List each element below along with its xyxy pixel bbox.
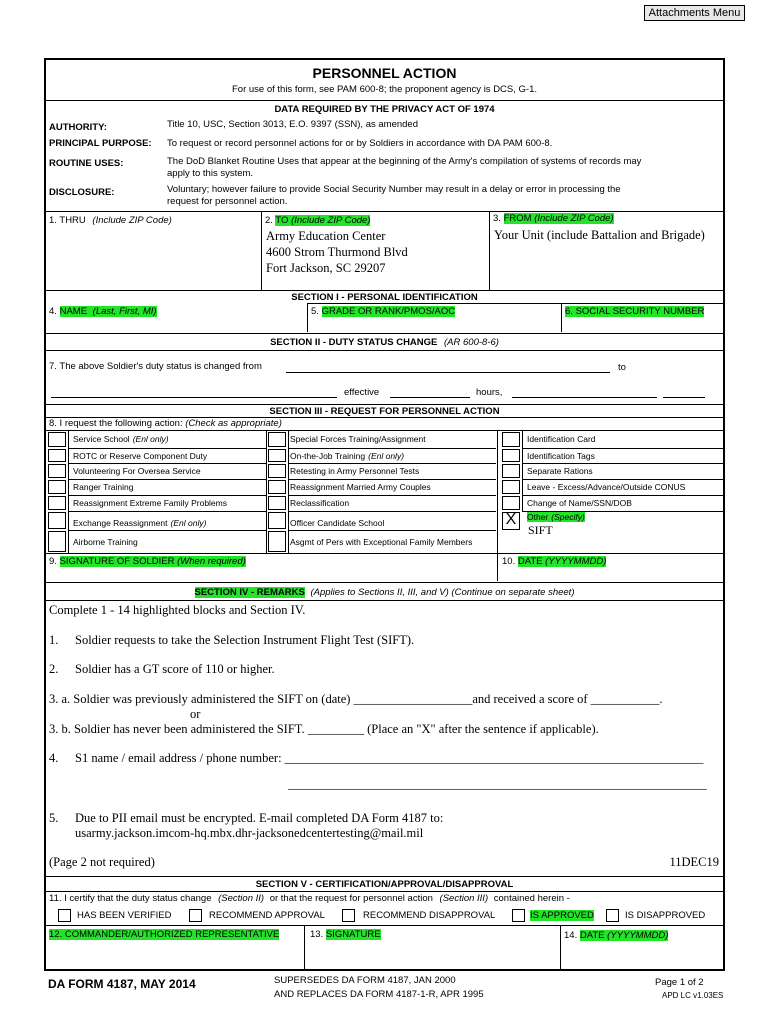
action-checkbox[interactable] bbox=[48, 432, 66, 447]
remark-4-continued: ___________________________________________________________________ bbox=[288, 777, 707, 791]
recommend-disapproval-label: RECOMMEND DISAPPROVAL bbox=[363, 910, 496, 921]
request-line: 8. I request the following action: (Check as appropriate) bbox=[49, 418, 282, 429]
grid-rule bbox=[68, 479, 266, 480]
routine-text-2: apply to this system. bbox=[167, 168, 254, 179]
approved-checkbox[interactable] bbox=[512, 909, 525, 922]
grid-rule bbox=[522, 463, 723, 464]
remark-5-text-1: Due to PII email must be encrypted. E-mail completed DA Form 4187 to: bbox=[75, 811, 444, 825]
authority-label: AUTHORITY: bbox=[49, 122, 107, 133]
approver-signature-label: SIGNATURE bbox=[325, 929, 381, 940]
from-label: FROM bbox=[503, 213, 532, 224]
routine-label: ROUTINE USES: bbox=[49, 158, 124, 169]
soldier-signature-field[interactable]: 9. SIGNATURE OF SOLDIER (When required) bbox=[49, 556, 246, 567]
supersedes-line-2: AND REPLACES DA FORM 4187-1-R, APR 1995 bbox=[274, 989, 484, 1000]
action-label: Retesting in Army Personnel Tests bbox=[290, 466, 420, 476]
grid-rule bbox=[522, 479, 723, 480]
grid-rule bbox=[288, 463, 496, 464]
action-label: Leave - Excess/Advance/Outside CONUS bbox=[527, 482, 686, 492]
approver-date-field[interactable]: 14. DATE (YYYYMMDD) bbox=[564, 930, 669, 941]
thru-hint: (Include ZIP Code) bbox=[92, 215, 172, 226]
other-value[interactable]: SIFT bbox=[528, 523, 553, 537]
duty-status-line: 7. The above Soldier's duty status is changed from bbox=[49, 361, 262, 372]
remark-4-number: 4. bbox=[49, 751, 59, 765]
duty-from-input[interactable] bbox=[286, 372, 610, 373]
recommend-disapproval-checkbox[interactable] bbox=[342, 909, 355, 922]
authority-text: Title 10, USC, Section 3013, E.O. 9397 (SSN), as amended bbox=[167, 119, 418, 130]
grid-rule bbox=[522, 448, 723, 449]
action-checkbox[interactable] bbox=[48, 464, 66, 478]
action-checkbox[interactable] bbox=[48, 496, 66, 510]
form-subtitle: For use of this form, see PAM 600-8; the proponent agency is DCS, G-1. bbox=[231, 84, 538, 95]
name-label: NAME bbox=[59, 306, 88, 317]
action-checkbox[interactable] bbox=[502, 432, 520, 447]
grid-rule bbox=[68, 495, 266, 496]
duty-to-label: to bbox=[618, 362, 626, 373]
hours-input-2[interactable] bbox=[663, 397, 705, 398]
action-checkbox[interactable] bbox=[268, 464, 286, 478]
section-1-heading: SECTION I - PERSONAL IDENTIFICATION bbox=[291, 292, 478, 303]
grid-rule bbox=[288, 511, 496, 512]
action-checkbox[interactable] bbox=[268, 432, 286, 447]
recommend-approval-label: RECOMMEND APPROVAL bbox=[209, 910, 325, 921]
grid-rule bbox=[68, 431, 69, 553]
grade-label: GRADE OR RANK/PMOS/AOC bbox=[321, 306, 456, 317]
grid-rule bbox=[68, 448, 266, 449]
hours-input-1[interactable] bbox=[512, 397, 657, 398]
version-date: 11DEC19 bbox=[669, 855, 719, 869]
grid-rule bbox=[266, 431, 267, 553]
action-checkbox[interactable] bbox=[268, 512, 286, 529]
commander-field[interactable]: 12. COMMANDER/AUTHORIZED REPRESENTATIVE bbox=[49, 929, 280, 940]
action-label: Reclassification bbox=[290, 498, 350, 508]
action-checkbox[interactable] bbox=[268, 531, 286, 552]
action-label: Officer Candidate School bbox=[290, 518, 385, 528]
action-checkbox[interactable] bbox=[48, 449, 66, 462]
grid-rule bbox=[68, 463, 266, 464]
duty-to-input[interactable] bbox=[51, 397, 337, 398]
remark-2-text: Soldier has a GT score of 110 or higher. bbox=[75, 662, 275, 676]
thru-field[interactable] bbox=[49, 215, 172, 226]
certify-line: 11. I certify that the duty status change (Section II) or that the request for personnel action (Section III) contained herein - bbox=[49, 893, 570, 904]
name-field[interactable]: 4. NAME (Last, First, MI) bbox=[49, 306, 157, 317]
remark-2-number: 2. bbox=[49, 662, 59, 676]
grid-rule bbox=[68, 511, 266, 512]
grid-rule bbox=[288, 431, 289, 553]
effective-label: effective bbox=[344, 387, 380, 398]
grid-rule bbox=[288, 479, 496, 480]
section-4-heading: SECTION IV - REMARKS (Applies to Sections II, III, and V) (Continue on separate sheet) bbox=[194, 587, 575, 598]
ssn-label: SOCIAL SECURITY NUMBER bbox=[575, 306, 705, 317]
action-label: Separate Rations bbox=[527, 466, 593, 476]
software-version: APD LC v1.03ES bbox=[662, 991, 724, 1000]
grid-rule bbox=[497, 431, 498, 553]
attachments-menu-button[interactable]: Attachments Menu bbox=[644, 5, 745, 21]
action-checkbox[interactable] bbox=[502, 449, 520, 462]
soldier-date-field[interactable]: 10. DATE (YYYYMMDD) bbox=[502, 556, 607, 567]
action-label: Service School (Enl only) bbox=[73, 434, 169, 444]
action-checkbox[interactable] bbox=[502, 496, 520, 510]
grid-rule bbox=[288, 530, 496, 531]
action-checkbox[interactable] bbox=[48, 531, 66, 552]
purpose-label: PRINCIPAL PURPOSE: bbox=[49, 138, 152, 149]
action-label: On-the-Job Training (Enl only) bbox=[290, 451, 405, 461]
grade-field[interactable]: 5. GRADE OR RANK/PMOS/AOC bbox=[311, 306, 456, 317]
from-hint: (Include ZIP Code) bbox=[534, 213, 614, 224]
action-label: Change of Name/SSN/DOB bbox=[527, 498, 632, 508]
page-title: PERSONNEL ACTION bbox=[312, 65, 457, 81]
action-checkbox[interactable] bbox=[502, 464, 520, 478]
approver-date-label: DATE bbox=[579, 930, 605, 941]
remarks-area[interactable] bbox=[49, 603, 719, 873]
to-address[interactable] bbox=[266, 228, 408, 276]
from-field-label: 3. FROM (Include ZIP Code) bbox=[493, 213, 614, 224]
action-label: Exchange Reassignment (Enl only) bbox=[73, 518, 207, 528]
action-checkbox[interactable] bbox=[48, 512, 66, 529]
disapproved-checkbox[interactable] bbox=[606, 909, 619, 922]
commander-label: COMMANDER/AUTHORIZED REPRESENTATIVE bbox=[64, 929, 280, 940]
supersedes-line-1: SUPERSEDES DA FORM 4187, JAN 2000 bbox=[274, 975, 456, 986]
from-address[interactable]: Your Unit (include Battalion and Brigade) bbox=[494, 228, 705, 242]
ssn-field[interactable]: 6. SOCIAL SECURITY NUMBER bbox=[565, 306, 705, 317]
action-label: Ranger Training bbox=[73, 482, 134, 492]
page-2-note: (Page 2 not required) bbox=[49, 855, 155, 869]
action-checkbox[interactable] bbox=[48, 480, 66, 494]
grid-rule bbox=[288, 448, 496, 449]
to-address-line-3: Fort Jackson, SC 29207 bbox=[266, 261, 386, 275]
remarks-intro: Complete 1 - 14 highlighted blocks and Section IV. bbox=[49, 603, 306, 617]
disclosure-text-1: Voluntary; however failure to provide Social Security Number may result in a delay or error in processing the bbox=[167, 184, 621, 195]
action-checkbox[interactable] bbox=[268, 449, 286, 462]
approved-label: IS APPROVED bbox=[530, 910, 594, 921]
approver-signature-field[interactable]: 13. SIGNATURE bbox=[310, 929, 381, 940]
remark-3b: 3. b. Soldier has never been administered the SIFT. _________ (Place an "X" after the sentence if applicable). bbox=[49, 722, 599, 736]
section-3-heading: SECTION III - REQUEST FOR PERSONNEL ACTION bbox=[269, 406, 500, 417]
routine-text-1: The DoD Blanket Routine Uses that appear at the beginning of the Army's compilation of systems of records may bbox=[167, 156, 642, 167]
name-hint: (Last, First, MI) bbox=[92, 306, 157, 317]
privacy-heading: DATA REQUIRED BY THE PRIVACY ACT OF 1974 bbox=[274, 104, 495, 115]
to-hint: (Include ZIP Code) bbox=[291, 215, 371, 226]
action-label: Volunteering For Oversea Service bbox=[73, 466, 201, 476]
to-address-line-2: 4600 Strom Thurmond Blvd bbox=[266, 245, 408, 259]
remark-5-email: usarmy.jackson.imcom-hq.mbx.dhr-jacksonedcentertesting@mail.mil bbox=[75, 826, 424, 840]
remark-5-number: 5. bbox=[49, 811, 59, 825]
action-label: Reassignment Extreme Family Problems bbox=[73, 498, 227, 508]
soldier-date-label: DATE bbox=[517, 556, 543, 567]
action-label: Special Forces Training/Assignment bbox=[290, 434, 426, 444]
disclosure-text-2: request for personnel action. bbox=[167, 196, 288, 207]
purpose-text: To request or record personnel actions for or by Soldiers in accordance with DA PAM 600-8. bbox=[167, 138, 553, 149]
action-label: Reassignment Married Army Couples bbox=[290, 482, 431, 492]
check-mark: X bbox=[505, 511, 517, 528]
recommend-approval-checkbox[interactable] bbox=[189, 909, 202, 922]
disapproved-label: IS DISAPPROVED bbox=[625, 910, 706, 921]
hours-label: hours, bbox=[476, 387, 503, 398]
other-label: Other (Specify) bbox=[527, 512, 585, 522]
remark-1-text: Soldier requests to take the Selection Instrument Flight Test (SIFT). bbox=[75, 633, 415, 647]
remark-1-number: 1. bbox=[49, 633, 59, 647]
grid-rule bbox=[522, 495, 723, 496]
grid-rule bbox=[288, 495, 496, 496]
page-number: Page 1 of 2 bbox=[655, 977, 704, 988]
action-checkbox[interactable] bbox=[268, 480, 286, 494]
verified-checkbox[interactable] bbox=[58, 909, 71, 922]
action-label: Identification Card bbox=[527, 434, 596, 444]
thru-label: 1. THRU bbox=[49, 215, 86, 226]
to-address-line-1: Army Education Center bbox=[266, 229, 386, 243]
to-label: TO bbox=[275, 215, 289, 226]
remark-3a: 3. a. Soldier was previously administered the SIFT on (date) ___________________and received a score of ___________. bbox=[49, 692, 663, 706]
action-label: Asgmt of Pers with Exceptional Family Members bbox=[290, 537, 473, 547]
action-checkbox[interactable] bbox=[268, 496, 286, 510]
other-checkbox[interactable] bbox=[502, 512, 520, 530]
action-label: Airborne Training bbox=[73, 537, 138, 547]
verified-label: HAS BEEN VERIFIED bbox=[77, 910, 172, 921]
form-number: DA FORM 4187, MAY 2014 bbox=[48, 977, 196, 991]
disclosure-label: DISCLOSURE: bbox=[49, 187, 115, 198]
section-5-heading: SECTION V - CERTIFICATION/APPROVAL/DISAPPROVAL bbox=[255, 879, 514, 890]
to-field-label: 2. TO (Include ZIP Code) bbox=[265, 215, 371, 226]
grid-rule bbox=[522, 431, 523, 511]
grid-rule bbox=[68, 530, 266, 531]
action-checkbox[interactable] bbox=[502, 480, 520, 494]
soldier-signature-label: SIGNATURE OF SOLDIER bbox=[59, 556, 175, 567]
effective-input[interactable] bbox=[390, 397, 470, 398]
action-label: ROTC or Reserve Component Duty bbox=[73, 451, 208, 461]
section-2-heading: SECTION II - DUTY STATUS CHANGE (AR 600-8-6) bbox=[270, 337, 499, 348]
remark-3-or: or bbox=[190, 707, 201, 721]
action-label: Identification Tags bbox=[527, 451, 595, 461]
remark-4-text: S1 name / email address / phone number: ___________________________________________________________________ bbox=[75, 751, 704, 765]
